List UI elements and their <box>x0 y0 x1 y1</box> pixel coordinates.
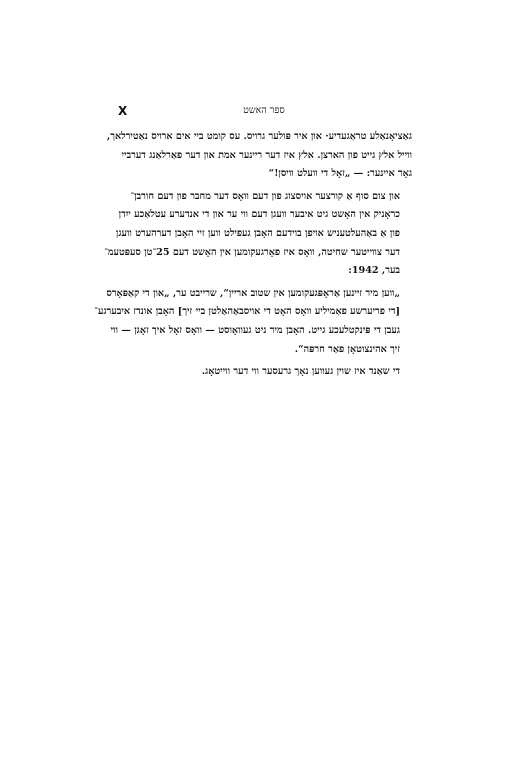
text-line: דער צווייטער שחיטה, וואָס איז פאָרגעקומען אין האָשט דעם 25־טן סעפּטעמ־ <box>104 246 400 258</box>
paragraph-3 <box>94 285 412 359</box>
text-line: געבן די פּינקטלעכע גייט. האָבן מיר ניט געוואָוסט — וואָס זאָל איך זאָגן — ווי <box>110 324 400 336</box>
body-text <box>94 128 412 382</box>
page-header <box>118 104 410 120</box>
paragraph-1 <box>106 128 412 184</box>
paragraph-2 <box>104 188 412 281</box>
text-line: ווייל אלץ גייט פון הארצן. אלץ איז דער ריינער אמת און דער פאַרלאַנג דערביי <box>121 149 412 161</box>
text-line: און צום סוף אַ קורצער אויסצוג פון דעם וואָס דער מחבר פון דעם חורבן־ <box>130 190 400 202</box>
paragraph-4 <box>118 363 412 382</box>
text-line: בער, 1942: <box>348 265 400 277</box>
text-line: זיך אהינצוטאָן פאַר חרפּה“. <box>294 343 400 355</box>
text-line: גאָר איינער: — „זאָל די וועלט וויסן!“ <box>268 168 412 180</box>
text-line: כראָניק אין האָשט גיט איבער וועגן דעם ווי ער און די אנדערע עטלאַכע ייִדן <box>118 209 400 221</box>
text-line: די שאַנד איז שוין געווען נאָך גרעסער ווי דער ווייטאָג. <box>201 366 400 378</box>
page-number: X <box>118 104 128 118</box>
text-line: פון אַ באַהעלטעניש אויפן בוידעם האָבן געפילט ווען זיי האָבן דערהערט וועגן <box>115 227 400 239</box>
text-line: [די פריערשע פאַמיליע וואָס האָט די אויסבאַהאַלטן ביי זיך] האָבן אונדז איבערגע־ <box>94 306 400 318</box>
text-line: גאַציאָנאַלע טראַגעדיע· און איר פּולער גרויס. עס קומט ביי אים ארויס נאַטירלאך, <box>106 131 412 142</box>
running-title: ספר האשט <box>243 105 285 116</box>
text-line: „ווען מיר זיינען אַראָפּגעקומען אין שטוב אריין“, שרייבט ער, „און די קאַפּאָרס <box>106 287 400 299</box>
